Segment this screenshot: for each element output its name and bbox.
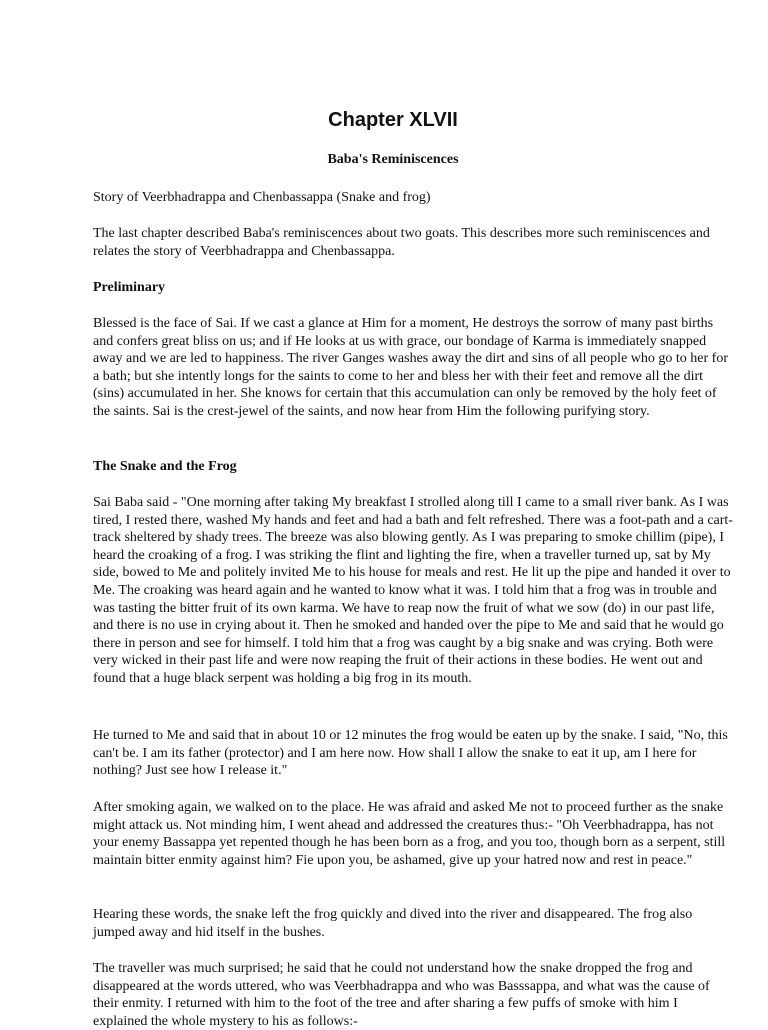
story-paragraph-4: Hearing these words, the snake left the frog quickly and dived into the river and disappeared. The frog also jumped away and hid itself in the bushes. [93, 907, 693, 940]
chapter-title: Chapter XLVII [328, 109, 458, 131]
preliminary-paragraph: Blessed is the face of Sai. If we cast a glance at Him for a moment, He destroys the sorrow of many past births and confers great bliss on us; and if He looks at us with grace, our bondage of Karma is immediately snapped away and we are led to happiness. The river Ganges washes away the dirt and sins of all people who go to her for a bath; but she intently longs for the saints to come to her and bless her with their feet and remove all the dirt (sins) accumulated in her. She knows for certain that this accumulation can only be removed by the holy feet of the saints. Sai is the crest-jewel of the saints, and now hear from Him the following purifying story. [93, 316, 728, 419]
story-paragraph-5: The traveller was much surprised; he said that he could not understand how the snake dropped the frog and disappeared at the words uttered, who was Veerbhadrappa and who was Basssappa, and what was the cause of their enmity. I returned with him to the foot of the tree and after sharing a few puffs of smoke with him I explained the whole mystery to his as follows:- [93, 961, 710, 1029]
section-heading-preliminary: Preliminary [93, 280, 166, 295]
story-line: Story of Veerbhadrappa and Chenbassappa (Snake and frog) [93, 190, 431, 205]
story-paragraph-1: Sai Baba said - "One morning after taking My breakfast I strolled along till I came to a small river bank. As I was tired, I rested there, washed My hands and feet and had a bath and felt refreshed. There was a foot-path and a cart-track sheltered by shady trees. The breeze was also blowing gently. As I was preparing to smoke chillim (pipe), I heard the croaking of a frog. I was striking the flint and lighting the fire, when a traveller turned up, sat by My side, bowed to Me and politely invited Me to his house for meals and rest. He lit up the pipe and handed it over to Me. The croaking was heard again and he wanted to know what it was. I told him that a frog was in trouble and was tasting the bitter fruit of its own karma. We have to reap now the fruit of what we sow (do) in our past life, and there is no use in crying about it. Then he smoked and handed over the pipe to Me and said that he would go there in person and see for himself. I told him that a frog was caught by a big snake and was crying. Both were very wicked in their past life and were now reaping the fruit of their actions in these bodies. He went out and found that a huge black serpent was holding a big frog in its mouth. [93, 495, 733, 686]
intro-paragraph: The last chapter described Baba's reminiscences about two goats. This describes more such reminiscences and relates the story of Veerbhadrappa and Chenbassappa. [93, 226, 710, 259]
section-heading-snake-frog: The Snake and the Frog [93, 459, 237, 474]
story-paragraph-3: After smoking again, we walked on to the place. He was afraid and asked Me not to proceed further as the snake might attack us. Not minding him, I went ahead and addressed the creatures thus:- "Oh Veerbhadrappa, has not your enemy Bassappa yet repented though he has been born as a frog, and you too, though born as a serpent, still maintain bitter enmity against him? Fie upon you, be ashamed, give up your hatred now and rest in peace." [93, 800, 726, 868]
chapter-subtitle: Baba's Reminiscences [327, 152, 459, 167]
story-paragraph-2: He turned to Me and said that in about 10 or 12 minutes the frog would be eaten up by the snake. I said, "No, this can't be. I am its father (protector) and I am here now. How shall I allow the snake to eat it up, am I here for nothing? Just see how I release it." [93, 728, 728, 779]
